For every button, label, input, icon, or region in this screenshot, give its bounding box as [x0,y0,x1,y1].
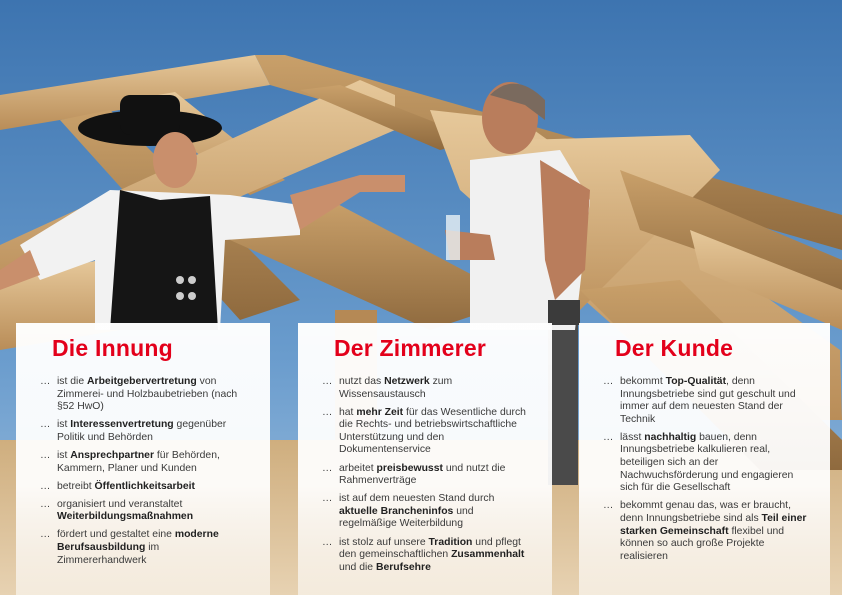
bullet-prefix: … [603,500,614,512]
card-der-zimmerer [298,323,552,595]
emphasis-text: Weiterbildungsmaßnahmen [57,511,194,523]
bullet-prefix: … [322,462,333,474]
list-item-text: fördert und gestaltet eine moderne Berufsausbildung im Zimmererhandwerk [57,529,219,566]
list-item-text: bekommt Top-Qualität, denn Innungsbetriebe sind gut geschult und immer auf dem neuesten Stand der Technik [620,376,796,425]
emphasis-text: Öffentlichkeitsarbeit [94,480,196,492]
list-item [40,450,250,475]
list-item [322,463,532,488]
list-item [603,500,810,563]
emphasis-text: nachhaltig [644,431,697,443]
card-title: Der Kunde [615,335,734,361]
emphasis-text: aktuelle Brancheninfos [339,505,454,517]
list-item-text: ist Interessenvertretung gegenüber Politik und Behörden [57,419,227,443]
emphasis-text: Ansprechpartner [70,449,155,461]
list-item [322,537,532,575]
emphasis-text: preisbewusst [376,462,443,474]
list-item-text: betreibt Öffentlichkeitsarbeit [57,480,196,492]
list-item-text: hat mehr Zeit für das Wesentliche durch die Rechts- und betriebswirtschaftliche Unterstützung und den Dokumentenservice [339,406,526,456]
bullet-prefix: … [603,376,614,387]
card-list [603,376,810,563]
list-item [40,419,250,444]
emphasis-text: mehr Zeit [356,406,404,418]
bullet-prefix: … [322,493,333,505]
card-title: Der Zimmerer [334,335,486,361]
list-item-text: ist stolz auf unsere Tradition und pflegt den gemeinschaftlichen Zusammenhalt und die Berufsehre [339,536,525,573]
emphasis-text: Top-Qualität [665,376,727,387]
list-item-text: nutzt das Netzwerk zum Wissensaustausch [339,376,453,400]
card-der-kunde [579,323,830,595]
bullet-prefix: … [40,498,51,510]
bullet-prefix: … [322,406,333,418]
list-item-text: arbeitet preisbewusst und nutzt die Rahmenverträge [339,462,506,487]
card-list [40,376,250,567]
list-item [322,493,532,531]
list-item [322,407,532,457]
list-item [40,481,250,494]
card-title: Die Innung [52,335,173,361]
list-item [603,432,810,495]
list-item [40,529,250,567]
card-list [322,376,532,574]
emphasis-text: Berufsehre [375,561,431,573]
bullet-prefix: … [40,529,51,541]
bullet-prefix: … [40,480,51,492]
list-item-text: ist die Arbeitgebervertretung von Zimmerei- und Holzbaubetrieben (nach §52 HwO) [57,376,238,413]
bullet-prefix: … [40,419,51,431]
bullet-prefix: … [322,376,333,387]
emphasis-text: moderne Berufsausbildung [57,529,219,554]
emphasis-text: Teil einer starken Gemeinschaft [620,512,807,537]
list-item [322,376,532,401]
list-item [40,376,250,414]
bullet-prefix: … [322,536,333,548]
emphasis-text: Interessenvertretung [70,419,174,431]
list-item [40,499,250,524]
emphasis-text: Zusammenhalt [451,549,525,561]
bullet-prefix: … [603,431,614,443]
card-die-innung [16,323,270,595]
emphasis-text: Arbeitgebervertretung [87,376,197,387]
emphasis-text: Tradition [428,536,473,548]
emphasis-text: Netzwerk [384,376,430,387]
list-item-text: organisiert und veranstaltet Weiterbildungsmaßnahmen [57,498,194,523]
list-item [603,376,810,426]
list-item-text: ist Ansprechpartner für Behörden, Kammern, Planer und Kunden [57,449,220,474]
bullet-prefix: … [40,376,51,387]
list-item-text: lässt nachhaltig bauen, denn Innungsbetriebe kalkulieren real, beteiligen sich an der Nachwuchsförderung und engagieren sich für die Gesellschaft [620,431,794,494]
bullet-prefix: … [40,449,51,461]
list-item-text: bekommt genau das, was er braucht, denn Innungsbetriebe sind als Teil einer starken Gemeinschaft flexibel und können so auch große Projekte realisieren [620,500,807,562]
list-item-text: ist auf dem neuesten Stand durch aktuelle Brancheninfos und regelmäßige Weiterbildung [339,493,495,530]
